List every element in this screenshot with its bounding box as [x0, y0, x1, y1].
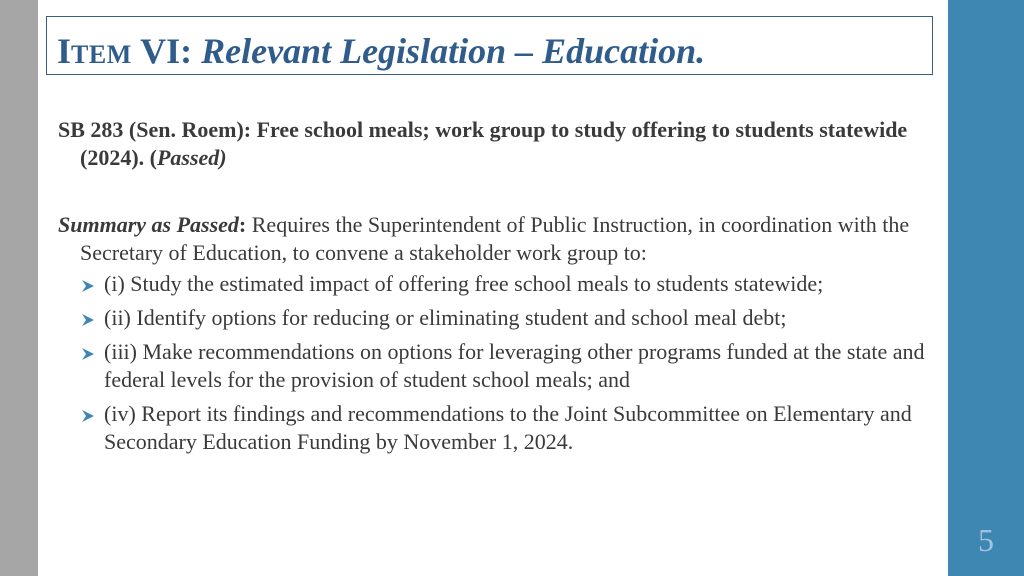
title-box [46, 16, 933, 75]
arrow-bullet-icon [80, 313, 98, 327]
summary-text: Requires the Superintendent of Public Instruction, in coordination with the Secretary of Education, to convene a stakeholder work group to: [80, 212, 910, 265]
list-item [80, 338, 938, 394]
right-accent-bar [948, 0, 1024, 576]
list-item-text: (iii) Make recommendations on options for leveraging other programs funded at the state and federal levels for the provision of student school meals; and [104, 339, 925, 392]
slide-content [58, 116, 938, 462]
bill-heading [58, 116, 938, 172]
title-prefix-rest: VI: [131, 31, 202, 71]
summary-paragraph [58, 211, 938, 267]
title-prefix-cap: I [57, 31, 72, 71]
slide-number: 5 [978, 522, 994, 558]
list-item-text: (ii) Identify options for reducing or eliminating student and school meal debt; [104, 305, 787, 330]
summary-colon: : [238, 212, 247, 237]
arrow-bullet-icon [80, 279, 98, 293]
slide-title [57, 31, 705, 75]
bullet-list [80, 270, 938, 456]
left-accent-bar [0, 0, 38, 576]
list-item-text: (iv) Report its findings and recommendations to the Joint Subcommittee on Elementary and Secondary Education Funding by November 1, 2024. [104, 401, 912, 454]
list-item [80, 270, 938, 298]
list-item [80, 304, 938, 332]
bill-status: Passed) [156, 145, 227, 170]
list-item-text: (i) Study the estimated impact of offering free school meals to students statewide; [104, 271, 824, 296]
list-item [80, 400, 938, 456]
title-main: Relevant Legislation – Education. [201, 31, 706, 71]
summary-label: Summary as Passed [58, 212, 239, 237]
bill-text: SB 283 (Sen. Roem): Free school meals; work group to study offering to students statewide (2024). ( [58, 117, 908, 170]
arrow-bullet-icon [80, 409, 98, 423]
title-prefix-small: TEM [71, 40, 132, 69]
arrow-bullet-icon [80, 347, 98, 361]
